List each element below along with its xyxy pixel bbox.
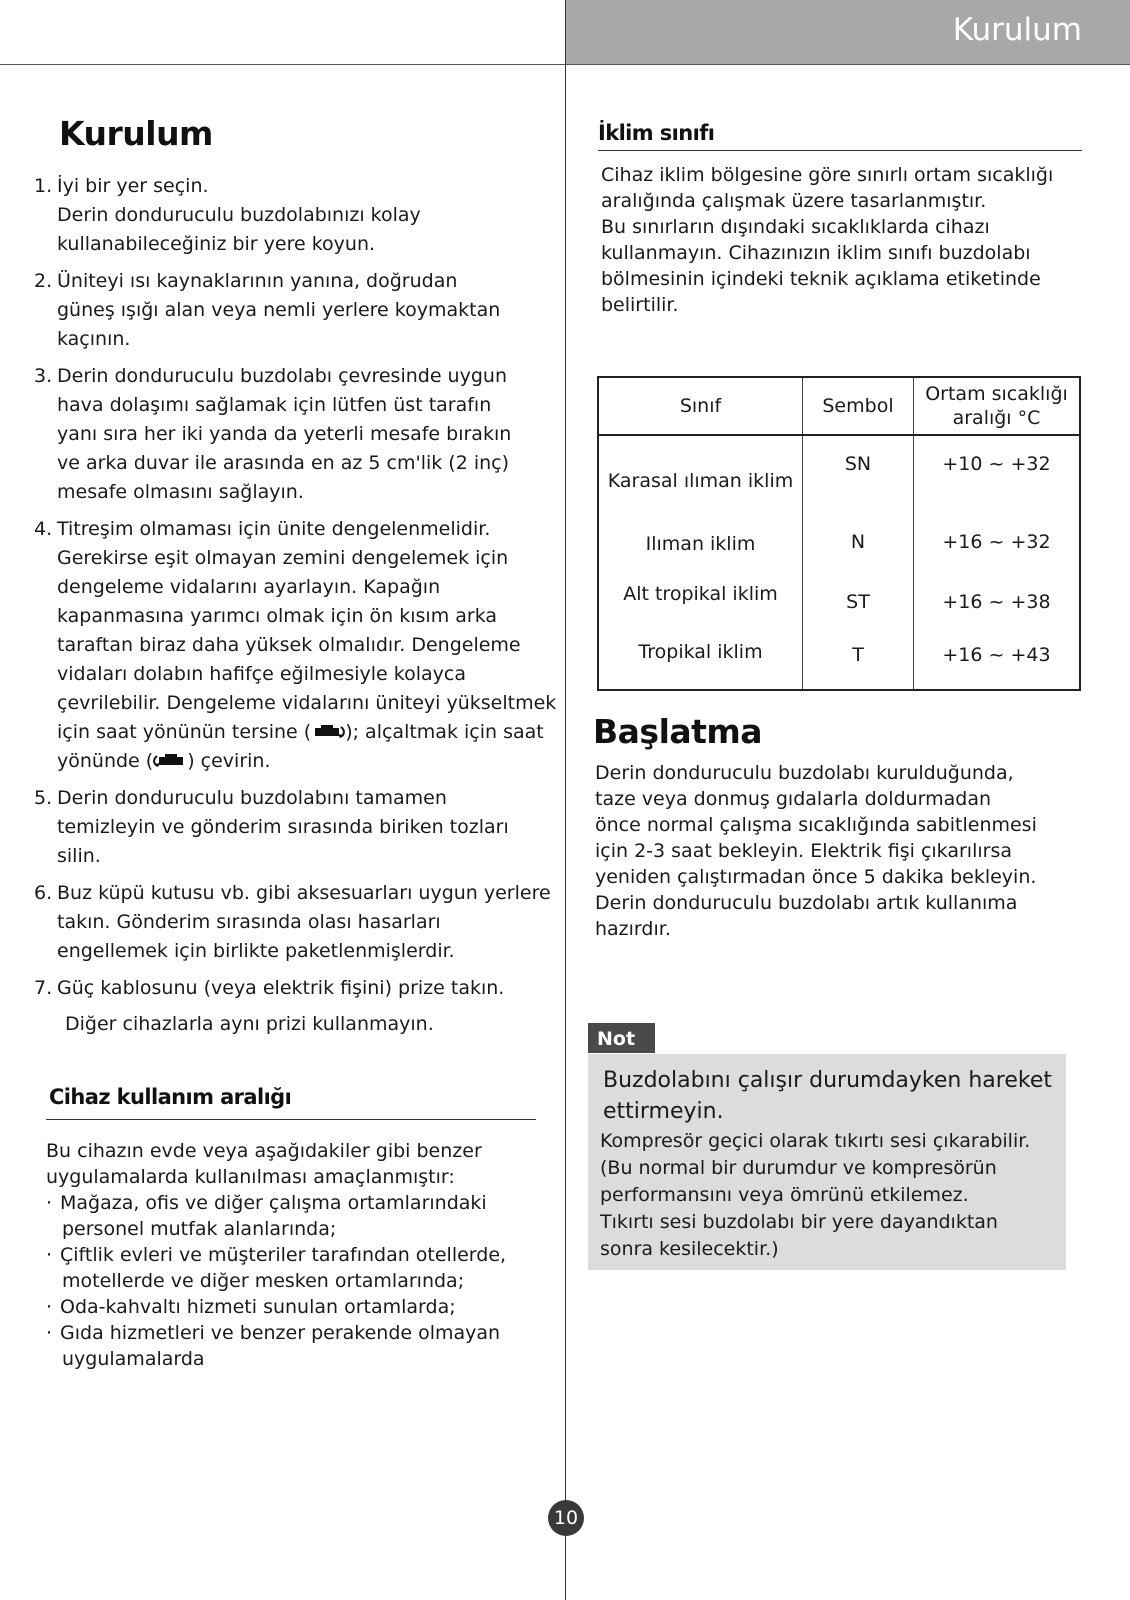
climate-line: kullanmayın. Cihazınızın iklim sınıfı buzdolabı: [601, 242, 1031, 264]
step-line: Güç kablosunu (veya elektrik fişini) prize takın.: [57, 977, 505, 999]
installation-steps: [34, 172, 574, 1047]
step-line: Derin donduruculu buzdolabını tamamen: [57, 787, 447, 809]
step-number: 3.: [34, 365, 53, 387]
header-title: Kurulum: [952, 12, 1082, 48]
climate-line: Cihaz iklim bölgesine göre sınırlı ortam sıcaklığı: [601, 164, 1054, 186]
usage-intro-line: uygulamalarda kullanılması amaçlanmıştır:: [46, 1166, 455, 1188]
table-row: [598, 640, 1080, 690]
step-6: [34, 879, 574, 966]
step-line-part: ) çevirin.: [187, 750, 271, 772]
usage-text: [46, 1138, 556, 1372]
table-header-row: [598, 377, 1080, 435]
step-line: Gerekirse eşit olmayan zemini dengelemek için: [57, 547, 509, 569]
step-line: ve arka duvar ile arasında en az 5 cm'lik (2 inç): [57, 452, 510, 474]
step-line-part: için saat yönünün tersine (: [57, 721, 312, 743]
table-cell: Ilıman iklim: [598, 526, 803, 576]
clockwise-screw-icon: [153, 749, 187, 765]
note-line: (Bu normal bir durumdur ve kompresörün: [600, 1157, 997, 1179]
step-number: 1.: [34, 175, 53, 197]
step-7: [34, 974, 574, 1039]
step-1: [34, 172, 574, 259]
climate-line: belirtilir.: [601, 294, 679, 316]
table-cell: N: [850, 531, 866, 553]
step-line: yanı sıra her iki yanda da yeterli mesafe bırakın: [57, 423, 512, 445]
note-line: Tıkırtı sesi buzdolabı bir yere dayandıktan: [600, 1211, 998, 1233]
start-line: Derin donduruculu buzdolabı artık kullanıma: [595, 892, 1018, 914]
note-lead-line: Buzdolabını çalışır durumdayken hareket: [603, 1068, 1053, 1093]
bullet-mark: ·: [46, 1244, 53, 1266]
step-number: 6.: [34, 882, 53, 904]
climate-class-table: [597, 376, 1081, 691]
step-line: silin.: [57, 845, 101, 867]
step-line: kaçının.: [57, 328, 131, 350]
usage-bullet: [46, 1190, 556, 1242]
start-line: yeniden çalıştırmadan önce 5 dakika bekleyin.: [595, 866, 1037, 888]
bullet-mark: ·: [46, 1296, 53, 1318]
step-line: temizleyin ve gönderim sırasında biriken tozları: [57, 816, 509, 838]
section-heading-climate: İklim sınıfı: [598, 121, 715, 145]
start-line: Derin donduruculu buzdolabı kurulduğunda,: [595, 762, 1014, 784]
note-line: performansını veya ömrünü etkilemez.: [600, 1184, 969, 1206]
header-band: [566, 0, 1130, 64]
step-line: [57, 747, 574, 776]
climate-line: aralığında çalışmak üzere tasarlanmıştır.: [601, 190, 987, 212]
table-cell: Tropikal iklim: [598, 640, 803, 690]
step-line: dengeleme vidalarını ayarlayın. Kapağın: [57, 576, 441, 598]
step-line: güneş ışığı alan veya nemli yerlere koymaktan: [57, 299, 501, 321]
note-box: [588, 1054, 1066, 1270]
usage-heading-rule: [46, 1119, 536, 1120]
note-line: Kompresör geçici olarak tıkırtı sesi çıkarabilir.: [600, 1130, 1031, 1152]
bullet-mark: ·: [46, 1192, 53, 1214]
start-line: taze veya donmuş gıdalarla doldurmadan: [595, 788, 992, 810]
page-number: 10: [548, 1500, 584, 1536]
step-line-part: ); alçaltmak için saat: [345, 721, 544, 743]
step-line: Derin donduruculu buzdolabınızı kolay: [57, 204, 421, 226]
start-line: önce normal çalışma sıcaklığında sabitlenmesi: [595, 814, 1037, 836]
step-5: [34, 784, 574, 871]
step-number: 7.: [34, 977, 53, 999]
note-tag: Not: [588, 1023, 655, 1053]
bullet-line: personel mutfak alanlarında;: [62, 1218, 337, 1240]
bullet-line: Oda-kahvaltı hizmeti sunulan ortamlarda;: [60, 1296, 456, 1318]
step-line: Üniteyi ısı kaynaklarının yanına, doğrudan: [57, 270, 458, 292]
table-header-cell: Sınıf: [598, 377, 803, 435]
step-line: hava dolaşımı sağlamak için lütfen üst tarafın: [57, 394, 492, 416]
step-line: çevrilebilir. Dengeleme vidalarını üniteyi yükseltmek: [57, 692, 557, 714]
usage-bullet: [46, 1320, 556, 1372]
section-heading-kurulum: Kurulum: [59, 114, 213, 153]
bullet-line: Çiftlik evleri ve müşteriler tarafından otellerde,: [60, 1244, 507, 1266]
climate-heading-rule: [598, 150, 1082, 151]
step-line: kapanmasına yarımcı olmak için ön kısım arka: [57, 605, 498, 627]
start-text: [595, 760, 1085, 942]
step-line: İyi bir yer seçin.: [57, 175, 209, 197]
step-line-part: yönünde (: [57, 750, 154, 772]
bullet-line: motellerde ve diğer mesken ortamlarında;: [62, 1270, 465, 1292]
section-heading-usage: Cihaz kullanım aralığı: [49, 1085, 292, 1109]
bullet-line: Gıda hizmetleri ve benzer perakende olmayan: [60, 1322, 501, 1344]
bullet-line: uygulamalarda: [62, 1348, 205, 1370]
step-line: Titreşim olmaması için ünite dengelenmelidir.: [57, 518, 491, 540]
step-line: taraftan biraz daha yüksek olmalıdır. Dengeleme: [57, 634, 521, 656]
step-number: 4.: [34, 518, 53, 540]
counterclockwise-screw-icon: [311, 720, 345, 736]
step-line: [57, 718, 574, 747]
table-cell: +16 ~ +38: [914, 576, 1081, 640]
table-cell: +10 ~ +32: [914, 435, 1081, 526]
table-row: [598, 435, 1080, 526]
usage-intro-line: Bu cihazın evde veya aşağıdakiler gibi benzer: [46, 1140, 482, 1162]
table-cell: +16 ~ +32: [914, 526, 1081, 576]
note-lead-line: ettirmeyin.: [603, 1099, 724, 1124]
climate-text: [601, 162, 1081, 318]
bullet-line: Mağaza, ofis ve diğer çalışma ortamlarındaki: [60, 1192, 487, 1214]
table-cell: SN: [844, 453, 872, 475]
climate-line: Bu sınırların dışındaki sıcaklıklarda cihazı: [601, 216, 990, 238]
start-line: hazırdır.: [595, 918, 671, 940]
step-2: [34, 267, 574, 354]
table-row: [598, 576, 1080, 640]
note-line: sonra kesilecektir.): [600, 1238, 779, 1260]
step-line: Buz küpü kutusu vb. gibi aksesuarları uygun yerlere: [57, 882, 551, 904]
step-line: vidaları dolabın hafifçe eğilmesiyle kolayca: [57, 663, 466, 685]
usage-bullet: [46, 1242, 556, 1294]
table-header-cell: Ortam sıcaklığı aralığı °C: [914, 377, 1081, 435]
table-cell: Karasal ılıman iklim: [598, 435, 803, 526]
step-line: engellemek için birlikte paketlenmişlerdir.: [57, 940, 455, 962]
step-3: [34, 362, 574, 507]
step-line: mesafe olmasını sağlayın.: [57, 481, 304, 503]
step-4: [34, 515, 574, 776]
table-row: [598, 526, 1080, 576]
table-header-cell: Sembol: [803, 377, 914, 435]
section-heading-baslatma: Başlatma: [593, 712, 763, 751]
start-line: için 2-3 saat bekleyin. Elektrik fişi çıkarılırsa: [595, 840, 1012, 862]
table-cell: ST: [846, 591, 870, 613]
step-number: 2.: [34, 270, 53, 292]
usage-bullet: [46, 1294, 556, 1320]
table-cell: Alt tropikal iklim: [598, 576, 803, 640]
table-cell: T: [852, 644, 864, 666]
bullet-mark: ·: [46, 1322, 53, 1344]
table-cell: +16 ~ +43: [914, 640, 1081, 690]
step-note: Diğer cihazlarla aynı prizi kullanmayın.: [65, 1013, 434, 1035]
climate-line: bölmesinin içindeki teknik açıklama etiketinde: [601, 268, 1041, 290]
step-line: Derin donduruculu buzdolabı çevresinde uygun: [57, 365, 507, 387]
step-line: kullanabileceğiniz bir yere koyun.: [57, 233, 376, 255]
step-line: takın. Gönderim sırasında olası hasarları: [57, 911, 441, 933]
step-number: 5.: [34, 787, 53, 809]
